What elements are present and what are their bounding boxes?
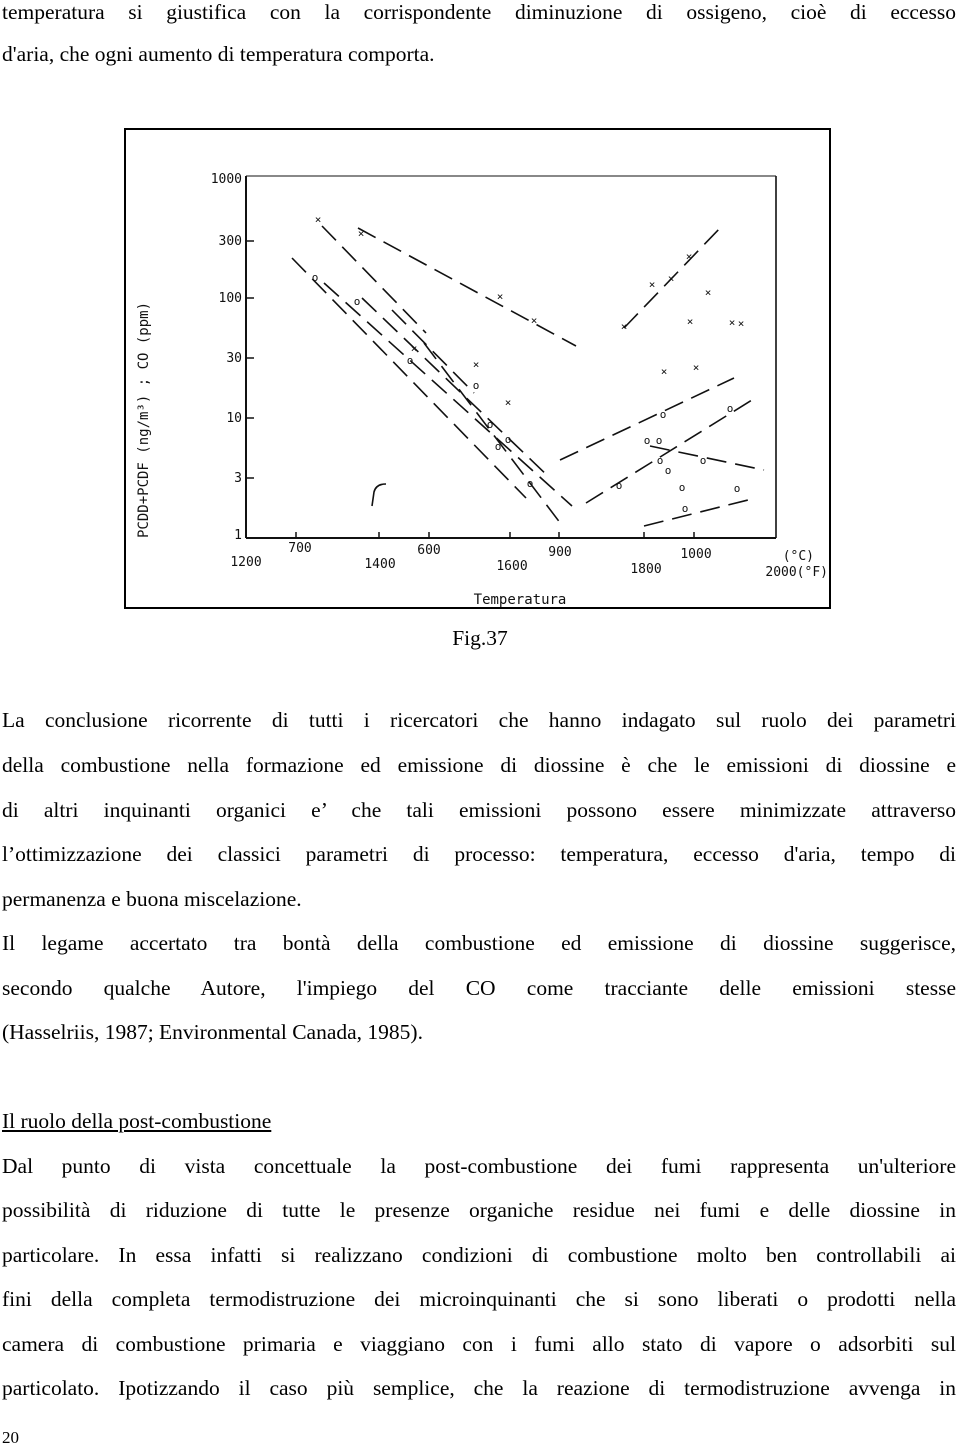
svg-text:×: ×	[667, 272, 675, 285]
text-line: Il legame accertato tra bontà della combustione ed emissione di diossine suggerisce,	[2, 931, 956, 955]
svg-text:×: ×	[648, 278, 656, 291]
x-axis-label: Temperatura	[473, 592, 567, 608]
page-number: 20	[2, 1428, 19, 1447]
y-tick-label: 30	[226, 351, 242, 366]
svg-text:o: o	[678, 481, 686, 494]
text-line: possibilità di riduzione di tutte le presenze organiche residue nei fumi e delle diossine in	[2, 1198, 956, 1222]
text-line: secondo qualche Autore, l'impiego del CO come tracciante delle emissioni stesse	[2, 976, 956, 1000]
text-line: La conclusione ricorrente di tutti i ricercatori che hanno indagato sul ruolo dei parametri	[2, 708, 956, 732]
svg-text:×: ×	[496, 290, 504, 303]
y-axis-label: PCDD+PCDF (ng/m³) ; CO (ppm)	[136, 301, 152, 538]
svg-text:×: ×	[357, 227, 365, 240]
section-heading: Il ruolo della post-combustione	[2, 1109, 272, 1133]
text-line: (Hasselriis, 1987; Environmental Canada, 1985).	[2, 1020, 423, 1044]
figure-chart-svg	[124, 128, 831, 609]
text-line: particolato. Ipotizzando il caso più semplice, che la reazione di termodistruzione avvenga in	[2, 1376, 956, 1400]
svg-text:×: ×	[692, 361, 700, 374]
text-line: particolare. In essa infatti si realizzano condizioni di combustione molto ben controllabili ai	[2, 1243, 956, 1267]
svg-text:o: o	[494, 440, 502, 453]
svg-text:×: ×	[504, 396, 512, 409]
text-line: d'aria, che ogni aumento di temperatura comporta.	[2, 42, 435, 66]
text-line: fini della completa termodistruzione dei microinquinanti che si sono liberati o prodotti nella	[2, 1287, 956, 1311]
svg-text:o: o	[486, 418, 494, 431]
svg-text:o: o	[699, 454, 707, 467]
x-tick-label-c: 600	[417, 543, 441, 558]
svg-text:o: o	[615, 479, 623, 492]
svg-text:×: ×	[410, 342, 418, 355]
y-tick-label: 1000	[210, 172, 242, 187]
svg-text:o: o	[681, 502, 689, 515]
svg-text:×: ×	[704, 286, 712, 299]
svg-text:×: ×	[472, 358, 480, 371]
svg-text:×: ×	[686, 315, 694, 328]
svg-text:o: o	[406, 354, 414, 367]
svg-text:o: o	[353, 295, 361, 308]
svg-text:o: o	[311, 271, 319, 284]
x-tick-label-c: 1000	[680, 547, 712, 562]
svg-text:o: o	[664, 464, 672, 477]
svg-text:o: o	[526, 477, 534, 490]
text-line: l’ottimizzazione dei classici parametri di processo: temperatura, eccesso d'aria, tempo di	[2, 842, 956, 866]
svg-text:×: ×	[737, 317, 745, 330]
svg-text:o: o	[726, 402, 734, 415]
x-tick-label-f: 1800	[630, 562, 662, 577]
y-tick-label: 300	[218, 234, 242, 249]
svg-text:×: ×	[660, 365, 668, 378]
x-tick-label-c: 700	[288, 541, 312, 556]
y-tick-label: 10	[226, 411, 242, 426]
text-line: Dal punto di vista concettuale la post-combustione dei fumi rappresenta un'ulteriore	[2, 1154, 956, 1178]
svg-text:×: ×	[314, 213, 322, 226]
svg-text:o: o	[656, 454, 664, 467]
text-line: camera di combustione primaria e viaggiano con i fumi allo stato di vapore o adsorbiti sul	[2, 1332, 956, 1356]
x-tick-label-f: 1600	[496, 559, 528, 574]
text-line: temperatura si giustifica con la corrispondente diminuzione di ossigeno, cioè di eccesso	[2, 0, 956, 24]
x-tick-label-c: 900	[548, 545, 572, 560]
x-tick-label-f: 1400	[364, 557, 396, 572]
svg-text:×: ×	[728, 316, 736, 329]
figure-37	[124, 128, 831, 609]
y-tick-label: 100	[218, 291, 242, 306]
svg-text:×: ×	[685, 250, 693, 263]
x-tick-label-f: 1200	[230, 555, 262, 570]
svg-text:o: o	[504, 433, 512, 446]
svg-text:o: o	[472, 379, 480, 392]
svg-text:×: ×	[530, 314, 538, 327]
text-line: di altri inquinanti organici e’ che tali emissioni possono essere minimizzate attraverso	[2, 798, 956, 822]
text-line: della combustione nella formazione ed emissione di diossine è che le emissioni di diossine e	[2, 753, 956, 777]
svg-text:×: ×	[620, 320, 628, 333]
y-tick-label: 3	[234, 471, 242, 486]
svg-text:o: o	[643, 434, 651, 447]
x-unit-c: (°C)	[782, 549, 814, 564]
text-line: permanenza e buona miscelazione.	[2, 887, 302, 911]
svg-text:o: o	[655, 434, 663, 447]
svg-text:o: o	[659, 408, 667, 421]
y-tick-label: 1	[234, 528, 242, 543]
figure-caption: Fig.37	[452, 626, 508, 650]
svg-text:o: o	[733, 482, 741, 495]
x-unit-f: 2000(°F)	[765, 565, 828, 580]
